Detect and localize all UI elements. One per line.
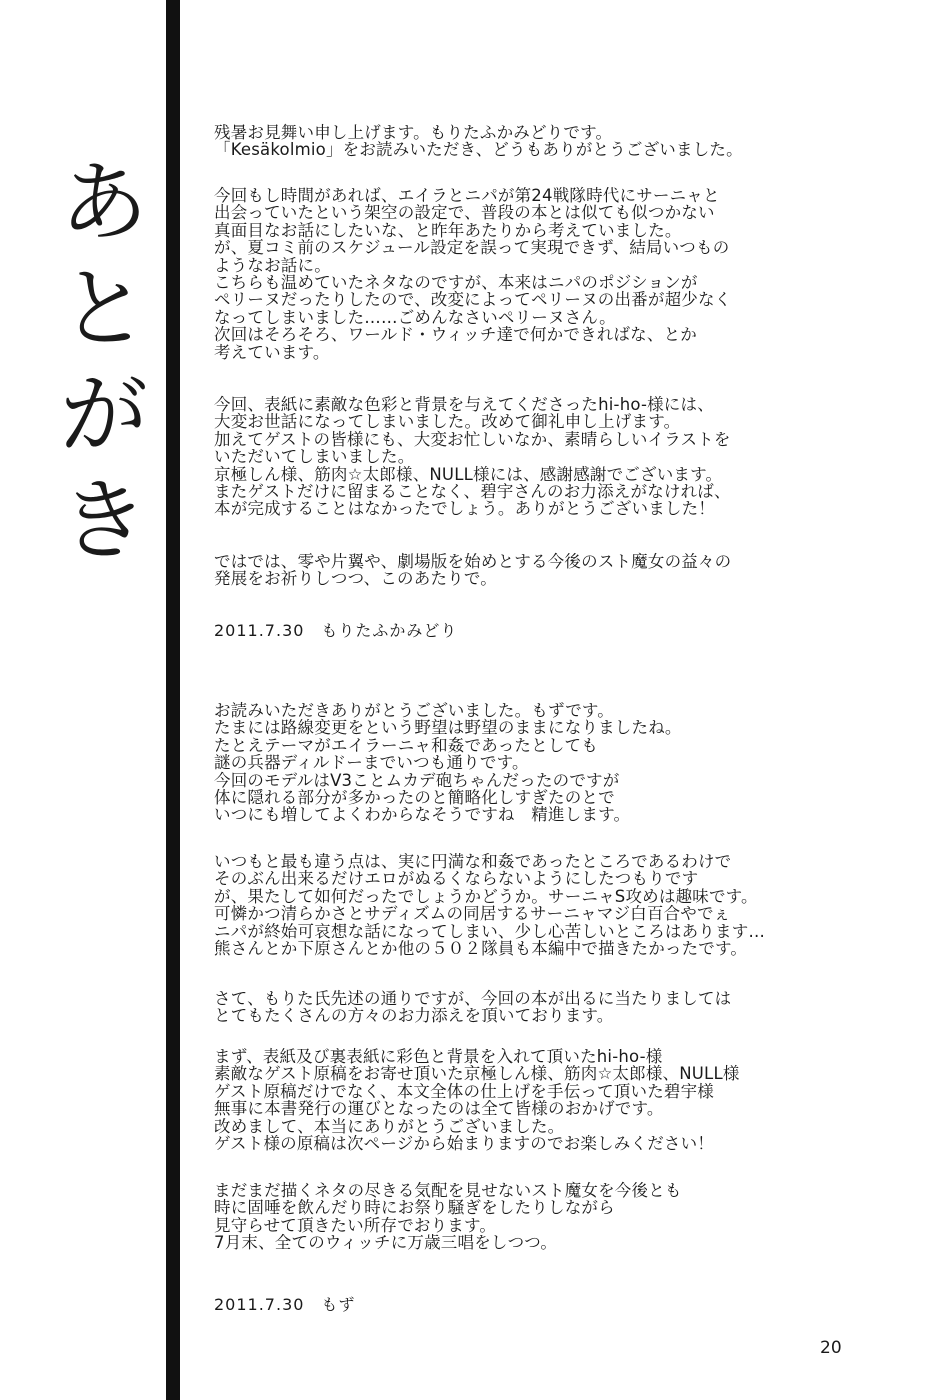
text-line: いただいてしまいました。 xyxy=(214,447,415,467)
text-line: たとえテーマがエイラーニャ和姦であったとしても xyxy=(214,735,598,755)
page-number: 20 xyxy=(820,1338,842,1358)
signature-line: 2011.7.30 もず xyxy=(214,1295,356,1314)
afterword-morita-para-3 xyxy=(214,396,854,518)
text-line: 今回のモデルはV3ことムカデ砲ちゃんだったのですが xyxy=(214,770,620,790)
afterword-mozu-para-1 xyxy=(214,702,854,824)
text-line: お読みいただきありがとうございました。もずです。 xyxy=(214,701,614,720)
text-line: 可憐かつ清らかさとサディズムの同居するサーニャマジ白百合やでぇ xyxy=(214,904,731,924)
text-line: 体に隠れる部分が多かったのと簡略化しすぎたのとで xyxy=(214,788,615,808)
text-line: ではでは、零や片翼や、劇場版を始めとする今後のスト魔女の益々の xyxy=(214,552,732,571)
text-line: 今回もし時間があれば、エイラとニパが第24戦隊時代にサーニャと xyxy=(214,186,720,205)
afterword-morita-signature xyxy=(214,622,854,639)
text-line: ゲスト原稿だけでなく、本文全体の仕上げを手伝って頂いた碧宇様 xyxy=(214,1081,715,1101)
afterword-mozu-para-5 xyxy=(214,1182,854,1252)
afterword-morita-para-4 xyxy=(214,553,854,588)
text-line: ペリーヌだったりしたので、改変によってペリーヌの出番が超少なく xyxy=(214,290,732,310)
text-line: 熊さんとか下原さんとか他の５０２隊員も本編中で描きたかったです。 xyxy=(214,939,748,959)
text-line: 今回、表紙に素敵な色彩と背景を与えてくださったhi-ho-様には、 xyxy=(214,395,714,414)
text-line: 時に固唾を飲んだり時にお祭り騒ぎをしたりしながら xyxy=(214,1198,615,1218)
page-title xyxy=(56,150,152,574)
text-line: ようなお話に。 xyxy=(214,255,331,275)
text-line: が、果たして如何だったでしょうかどうか。サーニャS攻めは趣味です。 xyxy=(214,886,758,906)
text-line: 加えてゲストの皆様にも、大変お忙しいなか、素晴らしいイラストを xyxy=(214,429,731,449)
afterword-morita-para-2 xyxy=(214,187,854,361)
text-line: とてもたくさんの方々のお力添えを頂いております。 xyxy=(214,1006,614,1026)
title-char: が xyxy=(59,363,148,466)
text-line: 考えています。 xyxy=(214,342,330,362)
text-line: ゲスト様の原稿は次ページから始まりますのでお楽しみください！ xyxy=(214,1134,715,1154)
text-line: 発展をお祈りしつつ、このあたりで。 xyxy=(214,569,497,589)
text-line: 改めまして、本当にありがとうございました。 xyxy=(214,1116,565,1136)
text-line: 本が完成することはなかったでしょう。ありがとうございました！ xyxy=(214,499,715,519)
text-line: そのぶん出来るだけエロがぬるくならないようにしたつもりです xyxy=(214,869,699,889)
text-line: さて、もりた氏先述の通りですが、今回の本が出るに当たりましては xyxy=(214,989,732,1008)
text-line: 出会っていたという架空の設定で、普段の本とは似ても似つかない xyxy=(214,203,715,223)
text-line: が、夏コミ前のスケジュール設定を誤って実現できず、結局いつもの xyxy=(214,238,730,258)
text-line: 無事に本書発行の運びとなったのは全て皆様のおかげです。 xyxy=(214,1099,664,1119)
text-line: まず、表紙及び裏表紙に彩色と背景を入れて頂いたhi-ho-様 xyxy=(214,1047,663,1066)
text-line: なってしまいました……ごめんなさいペリーヌさん。 xyxy=(214,307,616,327)
text-line: いつにも増してよくわからなそうですね 精進します。 xyxy=(214,805,631,825)
text-line: 見守らせて頂きたい所存でおります。 xyxy=(214,1215,497,1235)
text-line: またゲストだけに留まることなく、碧宇さんのお力添えがなければ、 xyxy=(214,482,731,502)
text-line: 謎の兵器ディルドーまでいつも通りです。 xyxy=(214,753,529,773)
text-line: 真面目なお話にしたいな、と昨年あたりから考えていました。 xyxy=(214,220,682,240)
text-line: 7月末、全てのウィッチに万歳三唱をしつつ。 xyxy=(214,1233,558,1253)
afterword-mozu-signature xyxy=(214,1296,854,1313)
text-line: 「Kesäkolmio」をお読みいただき、どうもありがとうございました。 xyxy=(214,140,743,160)
title-char: と xyxy=(59,257,148,360)
afterword-mozu-para-3 xyxy=(214,990,854,1025)
text-line: ニパが終始可哀想な話になってしまい、少し心苦しいところはあります… xyxy=(214,921,766,941)
title-char: き xyxy=(59,469,148,572)
text-line: 素敵なゲスト原稿をお寄せ頂いた京極しん様、筋肉☆太郎様、NULL様 xyxy=(214,1064,740,1084)
text-line: 残暑お見舞い申し上げます。もりたふかみどりです。 xyxy=(214,123,613,142)
text-line: いつもと最も違う点は、実に円満な和姦であったところであるわけで xyxy=(214,852,732,871)
afterword-mozu-para-2 xyxy=(214,853,854,957)
text-line: 次回はそろそろ、ワールド・ウィッチ達で何かできればな、とか xyxy=(214,325,697,345)
title-char: あ xyxy=(59,151,148,254)
afterword-morita-para-1 xyxy=(214,124,854,159)
text-line: 大変お世話になってしまいました。改めて御礼申し上げます。 xyxy=(214,412,681,432)
text-line: 京極しん様、筋肉☆太郎様、NULL様には、感謝感謝でございます。 xyxy=(214,464,723,484)
text-line: たまには路線変更をという野望は野望のままになりましたね。 xyxy=(214,718,682,738)
signature-line: 2011.7.30 もりたふかみどり xyxy=(214,621,458,640)
text-line: まだまだ描くネタの尽きる気配を見せないスト魔女を今後とも xyxy=(214,1181,682,1200)
margin-bar xyxy=(166,0,180,1400)
afterword-mozu-para-4 xyxy=(214,1048,854,1152)
text-line: こちらも温めていたネタなのですが、本来はニパのポジションが xyxy=(214,273,698,293)
